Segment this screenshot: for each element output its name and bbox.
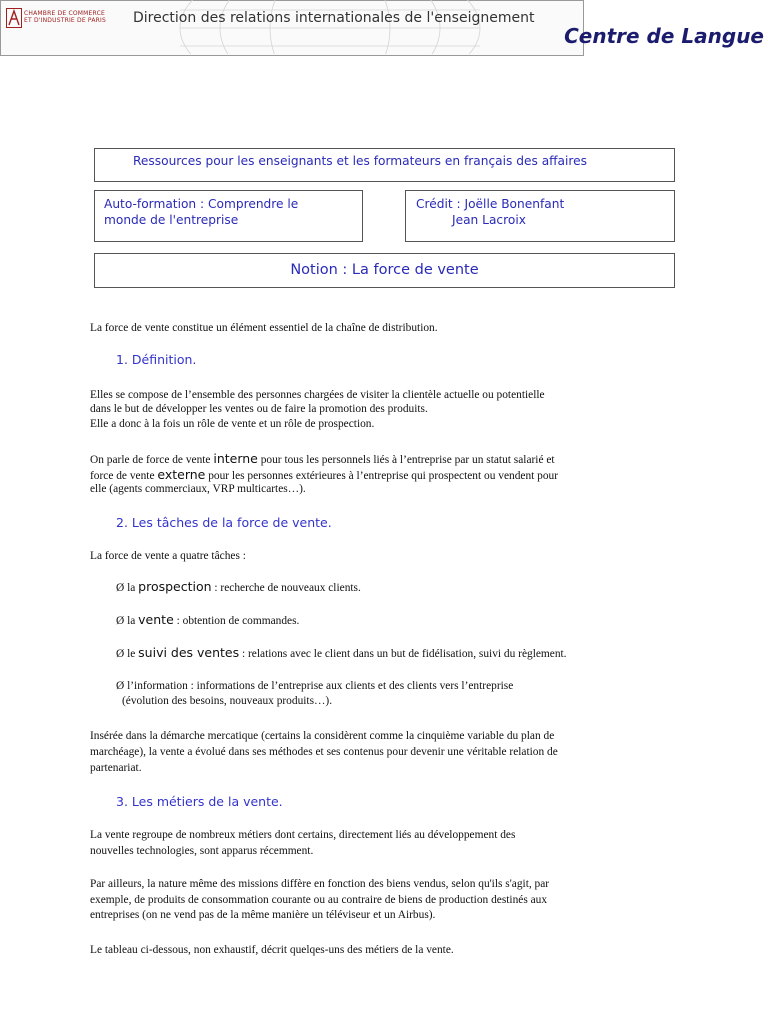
notion-title: Notion : La force de vente bbox=[290, 262, 479, 278]
nature-line-3: entreprises (on ne vend pas de la même manière un téléviseur et un Airbus). bbox=[90, 909, 436, 921]
text-span: pour tous les personnels liés à l’entreprise par un statut salarié et bbox=[257, 454, 555, 466]
metiers-line-2: nouvelles technologies, sont apparus récemment. bbox=[90, 845, 314, 857]
definition-line-3: Elle a donc à la fois un rôle de vente et un rôle de prospection. bbox=[90, 418, 375, 430]
text-span: pour les personnes extérieures à l’entreprise qui prospectent ou vendent pour bbox=[205, 470, 559, 482]
task-information-line-2: (évolution des besoins, nouveaux produits…). bbox=[122, 695, 333, 707]
intro-paragraph: La force de vente constitue un élément essentiel de la chaîne de distribution. bbox=[90, 322, 438, 334]
task-information-line-1: Ø l’information : informations de l’entreprise aux clients et des clients vers l’entreprise bbox=[116, 680, 514, 692]
text-span: On parle de force de vente bbox=[90, 454, 214, 466]
task-prospection bbox=[116, 579, 361, 596]
heading-definition: 1. Définition. bbox=[116, 352, 197, 367]
bullet: Ø la bbox=[116, 615, 139, 627]
text-span: : relations avec le client dans un but de fidélisation, suivi du règlement. bbox=[239, 648, 567, 660]
keyword-suivi-des-ventes: suivi des ventes bbox=[138, 645, 240, 660]
heading-taches: 2. Les tâches de la force de vente. bbox=[116, 515, 332, 530]
banner-title: Direction des relations internationales de l'enseignement bbox=[133, 10, 535, 26]
task-vente bbox=[116, 612, 299, 629]
definition-line-1: Elles se compose de l’ensemble des personnes chargées de visiter la clientèle actuelle ou potentielle bbox=[90, 389, 545, 401]
mercatique-line-1: Insérée dans la démarche mercatique (certains la considèrent comme la cinquième variable du plan de bbox=[90, 730, 555, 742]
interne-line bbox=[90, 451, 555, 468]
task-suivi bbox=[116, 645, 567, 662]
text-span: : recherche de nouveaux clients. bbox=[211, 582, 361, 594]
banner-subtitle: Centre de Langue bbox=[564, 24, 764, 48]
credit-line2: Jean Lacroix bbox=[452, 213, 526, 227]
autoformation-line2: monde de l'entreprise bbox=[104, 213, 239, 227]
keyword-externe: externe bbox=[157, 467, 206, 482]
credit-line1: Crédit : Joëlle Bonenfant bbox=[416, 197, 565, 211]
tableau-line: Le tableau ci-dessous, non exhaustif, décrit quelqes-uns des métiers de la vente. bbox=[90, 944, 454, 956]
bullet: Ø la bbox=[116, 582, 139, 594]
text-span: : obtention de commandes. bbox=[173, 615, 300, 627]
notion-box bbox=[94, 253, 675, 288]
keyword-vente: vente bbox=[138, 612, 174, 627]
nature-line-1: Par ailleurs, la nature même des missions diffère en fonction des biens vendus, selon qu'ils s'agit, par bbox=[90, 878, 550, 890]
keyword-interne: interne bbox=[213, 451, 258, 466]
tasks-intro: La force de vente a quatre tâches : bbox=[90, 550, 246, 562]
metiers-line-1: La vente regroupe de nombreux métiers dont certains, directement liés au développement des bbox=[90, 829, 516, 841]
credit-box bbox=[405, 190, 675, 242]
text-span: force de vente bbox=[90, 470, 158, 482]
keyword-prospection: prospection bbox=[138, 579, 212, 594]
cci-logo-icon bbox=[6, 8, 22, 28]
definition-line-2: dans le but de développer les ventes ou de faire la promotion des produits. bbox=[90, 403, 428, 415]
heading-metiers: 3. Les métiers de la vente. bbox=[116, 794, 283, 809]
interne-externe-line-3: elle (agents commerciaux, VRP multicartes…). bbox=[90, 483, 306, 495]
mercatique-line-3: partenariat. bbox=[90, 762, 142, 774]
resources-box bbox=[94, 148, 675, 182]
cci-logo-text: CHAMBRE DE COMMERCE ET D'INDUSTRIE DE PARIS bbox=[24, 10, 107, 24]
nature-line-2: exemple, de produits de consommation courante ou au contraire de biens de production destinés aux bbox=[90, 894, 548, 906]
bullet: Ø le bbox=[116, 648, 139, 660]
autoformation-line1: Auto-formation : Comprendre le bbox=[104, 197, 299, 211]
resources-text: Ressources pour les enseignants et les formateurs en français des affaires bbox=[133, 154, 588, 168]
autoformation-box bbox=[94, 190, 363, 242]
mercatique-line-2: marchéage), la vente a évolué dans ses méthodes et ses contenus pour devenir une véritable relation de bbox=[90, 746, 558, 758]
header-banner bbox=[0, 0, 764, 56]
